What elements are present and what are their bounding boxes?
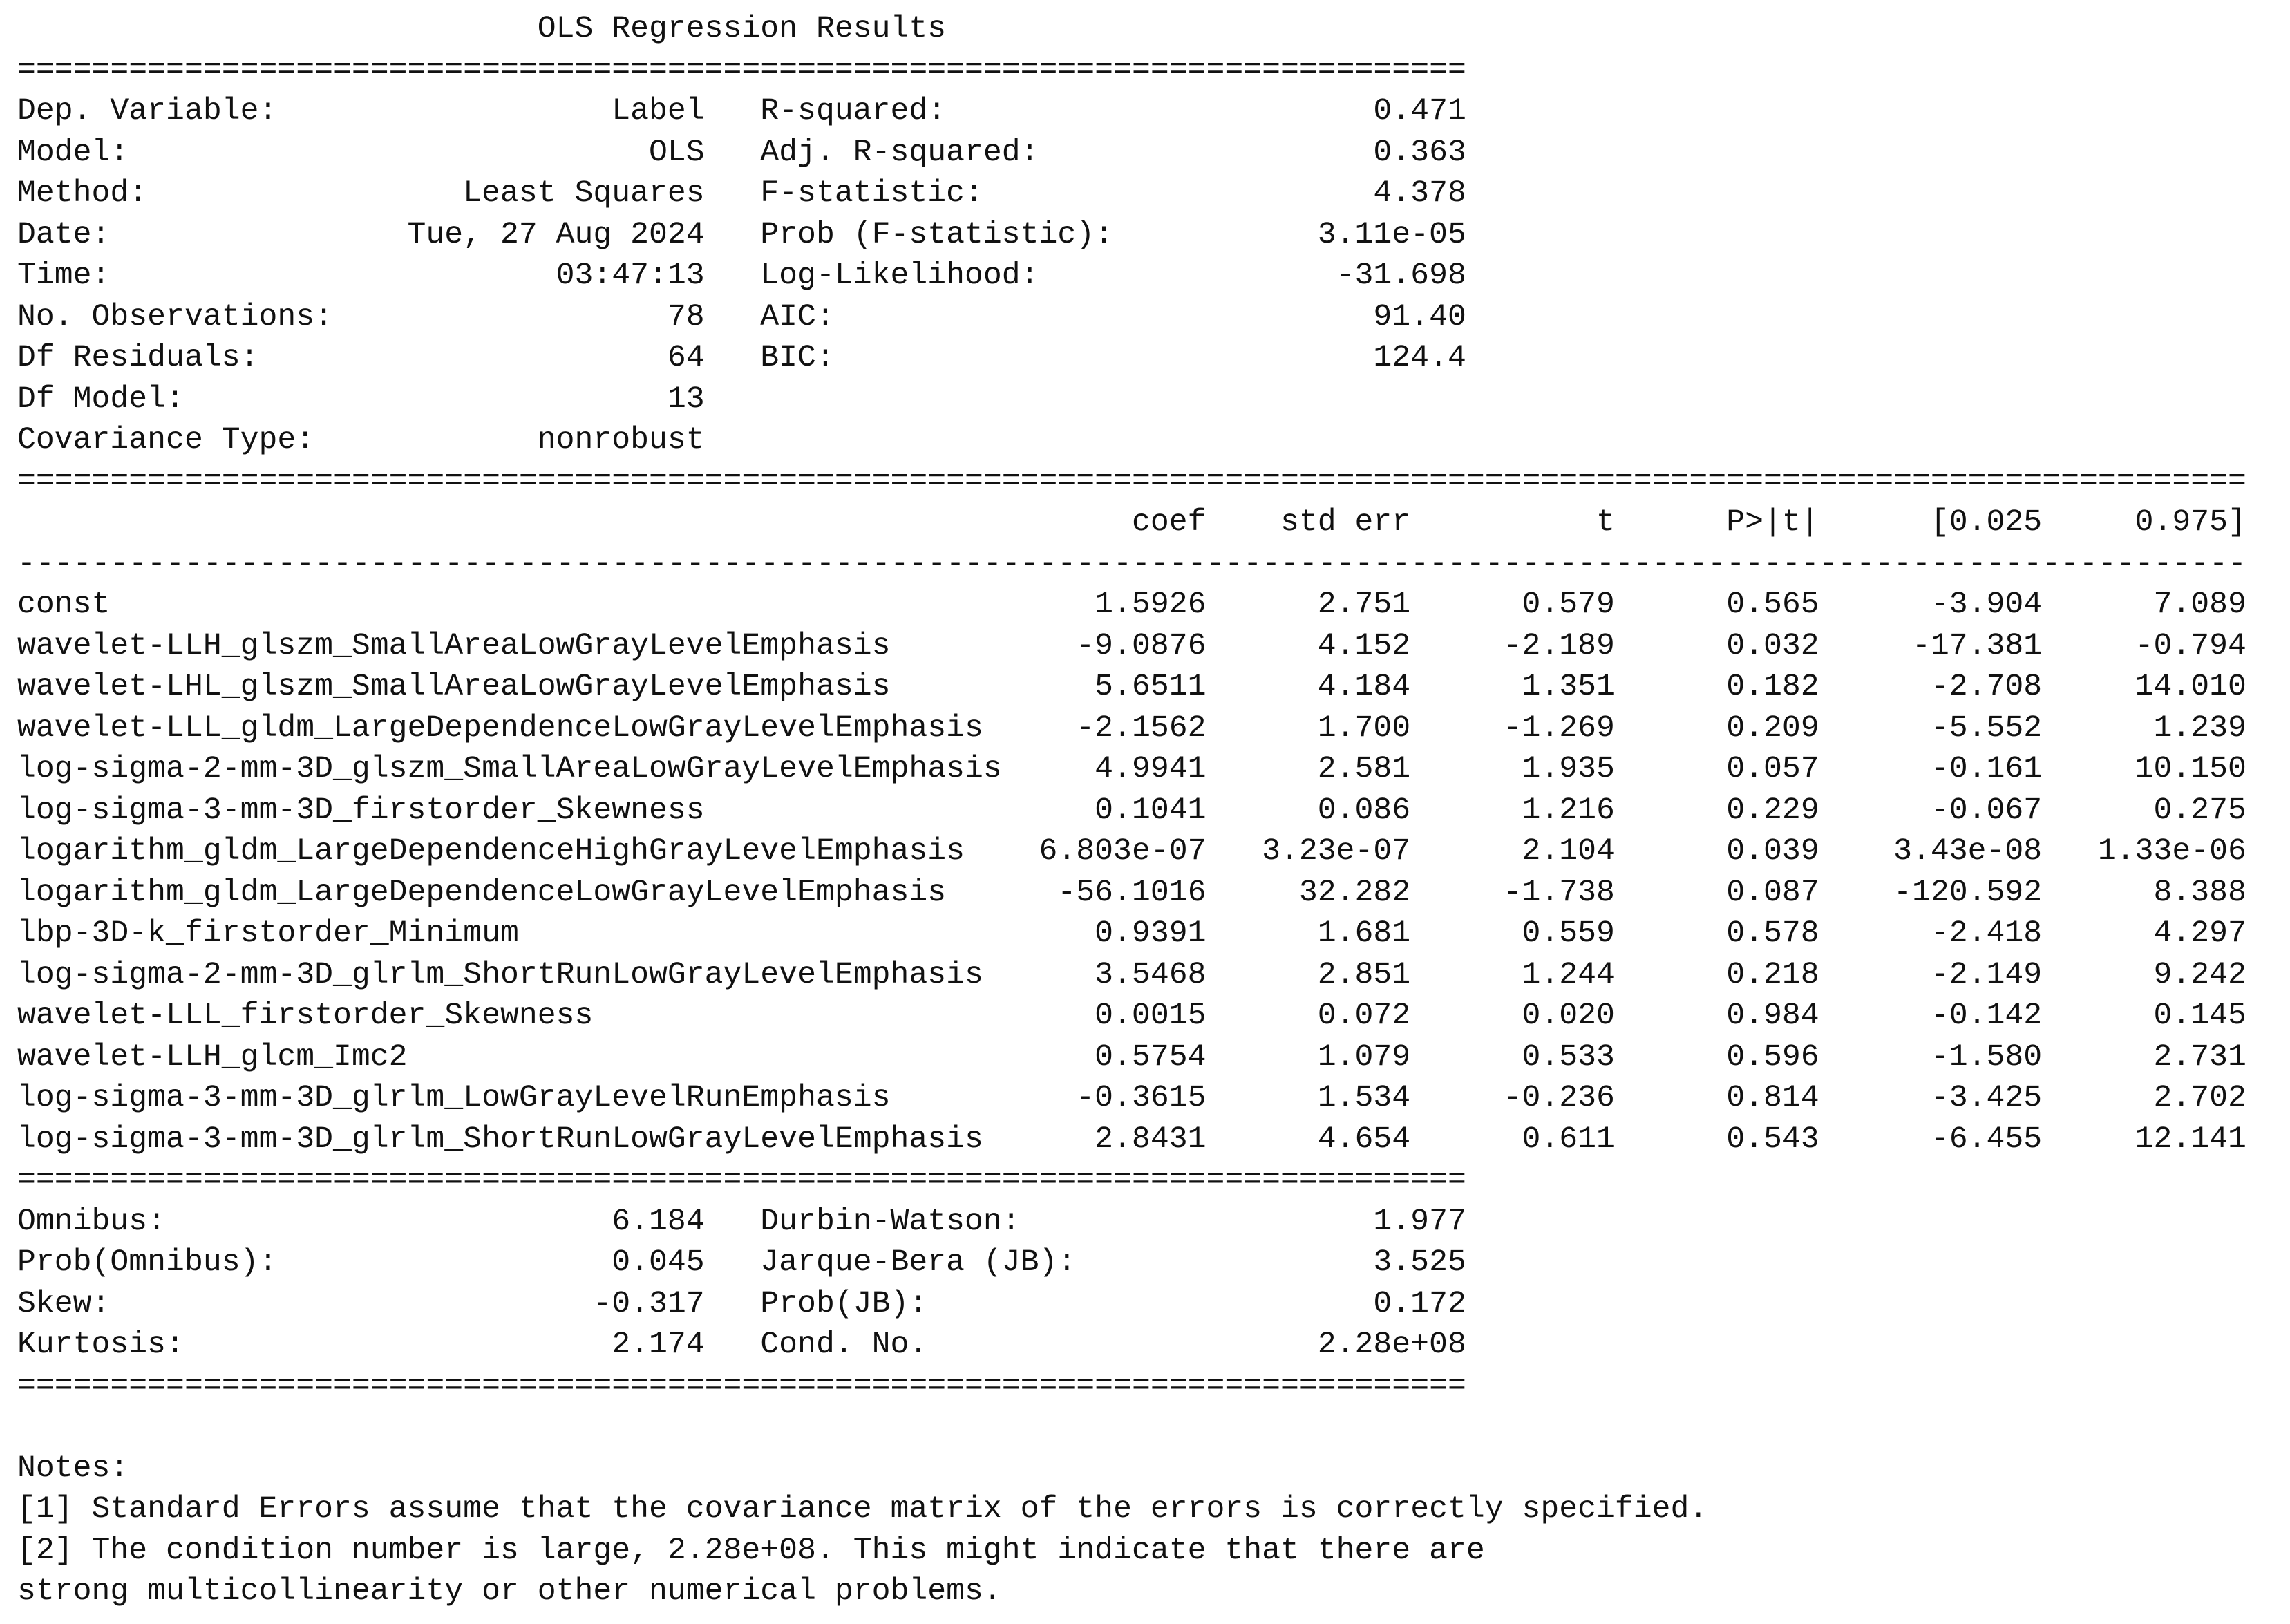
coef-value: -2.189 (1503, 628, 1615, 663)
info-value: 64 (667, 341, 705, 375)
diagnostic-row (17, 1325, 2290, 1366)
coef-value: 0.032 (1726, 628, 1819, 663)
coef-value: 0.596 (1726, 1039, 1819, 1075)
rule-text: ============================================================================== (17, 53, 1466, 88)
coef-value: 0.039 (1726, 834, 1819, 869)
coef-value: 9.242 (2153, 957, 2246, 992)
variable-name: log-sigma-3-mm-3D_glrlm_ShortRunLowGrayLevelEmphasis (17, 1122, 983, 1157)
stat-value: 0.471 (1373, 94, 1466, 129)
variable-name: wavelet-LLH_glcm_Imc2 (17, 1039, 408, 1075)
coef-value: -0.794 (2135, 628, 2246, 663)
variable-name: const (17, 587, 111, 622)
coef-value: 1.935 (1522, 752, 1615, 786)
info-value: Tue, 27 Aug 2024 (407, 217, 705, 252)
coef-value: -1.580 (1930, 1039, 2043, 1075)
note-text: [1] Standard Errors assume that the covariance matrix of the errors is correctly specified. (17, 1492, 1708, 1527)
stat-label: Adj. R-squared: (760, 135, 1039, 170)
rule-text: ======================================================================================================================== (17, 464, 2246, 499)
info-value: 13 (667, 381, 705, 417)
coef-value: -2.1562 (1076, 710, 1206, 746)
blank-line (17, 1407, 2290, 1448)
diag-value: 0.172 (1373, 1286, 1466, 1321)
coef-value: 1.681 (1317, 916, 1411, 951)
stat-value: -31.698 (1336, 258, 1466, 293)
coef-value: 0.1041 (1095, 793, 1206, 828)
coef-value: 2.104 (1522, 834, 1615, 869)
coef-value: 0.218 (1726, 957, 1819, 992)
coef-row (17, 791, 2290, 832)
coef-value: -1.269 (1503, 710, 1615, 746)
coef-value: 0.533 (1522, 1039, 1615, 1075)
column-header: t (1596, 505, 1615, 540)
info-value: 03:47:13 (556, 258, 705, 293)
info-value: Least Squares (463, 176, 705, 211)
coef-value: 0.559 (1522, 916, 1615, 951)
title-line (17, 9, 2290, 50)
column-header: [0.025 (1930, 505, 2043, 540)
diagnostic-row (17, 1202, 2290, 1243)
notes-heading (17, 1448, 2290, 1490)
variable-name: log-sigma-3-mm-3D_glrlm_LowGrayLevelRunEmphasis (17, 1081, 891, 1115)
coef-row (17, 831, 2290, 873)
stat-label: Log-Likelihood: (760, 258, 1039, 293)
coef-value: 5.6511 (1095, 670, 1206, 704)
coef-row (17, 585, 2290, 626)
coef-value: 0.020 (1522, 999, 1615, 1033)
column-header: coef (1131, 505, 1206, 540)
model-info-row (17, 297, 2290, 339)
diag-value: -0.317 (593, 1286, 705, 1321)
coef-value: 1.5926 (1095, 587, 1206, 622)
variable-name: lbp-3D-k_firstorder_Minimum (17, 916, 519, 951)
info-label: Df Model: (17, 381, 184, 417)
info-label: Time: (17, 258, 111, 293)
coef-value: 12.141 (2135, 1122, 2246, 1157)
note-text: [2] The condition number is large, 2.28e+08. This might indicate that there are (17, 1533, 1485, 1568)
coef-row (17, 914, 2290, 955)
info-label: Date: (17, 217, 111, 252)
coef-value: 0.611 (1522, 1122, 1615, 1157)
coef-row (17, 749, 2290, 791)
coef-value: 10.150 (2135, 752, 2246, 786)
variable-name: log-sigma-2-mm-3D_glszm_SmallAreaLowGrayLevelEmphasis (17, 752, 1002, 786)
info-label: Dep. Variable: (17, 94, 278, 129)
coef-value: 4.654 (1317, 1122, 1411, 1157)
variable-name: log-sigma-2-mm-3D_glrlm_ShortRunLowGrayLevelEmphasis (17, 957, 983, 992)
diag-label: Skew: (17, 1286, 111, 1321)
diagnostic-row (17, 1243, 2290, 1284)
diag-label: Kurtosis: (17, 1328, 184, 1362)
variable-name: log-sigma-3-mm-3D_firstorder_Skewness (17, 793, 705, 828)
model-info-row (17, 173, 2290, 215)
coef-value: -1.738 (1503, 875, 1615, 910)
stat-label: F-statistic: (760, 176, 983, 211)
coef-row (17, 955, 2290, 997)
coef-value: 0.9391 (1095, 916, 1206, 951)
diag-label: Prob(Omnibus): (17, 1245, 278, 1280)
diag-value: 2.174 (612, 1328, 705, 1362)
model-info-row (17, 420, 2290, 462)
report-title: OLS Regression Results (537, 12, 947, 46)
coef-value: -2.418 (1930, 916, 2043, 951)
rule-text: ------------------------------------------------------------------------------------------------------------------------ (17, 546, 2246, 581)
coef-header-row (17, 502, 2290, 544)
variable-name: wavelet-LLH_glszm_SmallAreaLowGrayLevelEmphasis (17, 628, 891, 663)
coef-value: -0.161 (1930, 752, 2043, 786)
coef-value: 1.216 (1522, 793, 1615, 828)
stat-label: BIC: (760, 341, 835, 375)
coef-value: 0.5754 (1095, 1039, 1206, 1075)
note-line (17, 1571, 2290, 1613)
coef-value: 0.579 (1522, 587, 1615, 622)
single-rule (17, 544, 2290, 585)
coef-value: 0.578 (1726, 916, 1819, 951)
coef-value: 3.23e-07 (1262, 834, 1411, 869)
coef-value: 0.543 (1726, 1122, 1819, 1157)
info-label: Covariance Type: (17, 423, 315, 457)
coef-value: 2.581 (1317, 752, 1411, 786)
rule-text: ============================================================================== (17, 1163, 1466, 1198)
rule-text: ============================================================================== (17, 1368, 1466, 1404)
info-value: 78 (667, 299, 705, 334)
double-rule (17, 1366, 2290, 1408)
coef-row (17, 1037, 2290, 1079)
coef-value: -3.904 (1930, 587, 2043, 622)
coef-value: 1.534 (1317, 1081, 1411, 1115)
coef-value: 0.057 (1726, 752, 1819, 786)
coef-value: 1.33e-06 (2097, 834, 2246, 869)
coef-value: -0.142 (1930, 999, 2043, 1033)
coef-value: 0.087 (1726, 875, 1819, 910)
variable-name: logarithm_gldm_LargeDependenceHighGrayLevelEmphasis (17, 834, 965, 869)
coef-value: 4.297 (2153, 916, 2246, 951)
column-header: std err (1280, 505, 1411, 540)
info-label: Method: (17, 176, 148, 211)
column-header: 0.975] (2135, 505, 2246, 540)
stat-value: 0.363 (1373, 135, 1466, 170)
coef-value: 1.239 (2153, 710, 2246, 746)
diag-label: Cond. No. (760, 1328, 928, 1362)
note-line (17, 1489, 2290, 1531)
variable-name: wavelet-LLL_gldm_LargeDependenceLowGrayLevelEmphasis (17, 710, 983, 746)
column-header: P>|t| (1726, 505, 1819, 540)
model-info-row (17, 256, 2290, 297)
model-info-row (17, 215, 2290, 256)
coef-value: -17.381 (1912, 628, 2043, 663)
model-info-row (17, 338, 2290, 379)
variable-name: wavelet-LLL_firstorder_Skewness (17, 999, 594, 1033)
coef-value: -6.455 (1930, 1122, 2043, 1157)
coef-value: -2.708 (1930, 670, 2043, 704)
diag-value: 1.977 (1373, 1204, 1466, 1239)
diag-label: Prob(JB): (760, 1286, 928, 1321)
info-label: Df Residuals: (17, 341, 259, 375)
coef-value: -2.149 (1930, 957, 2043, 992)
coef-value: 0.182 (1726, 670, 1819, 704)
model-info-row (17, 91, 2290, 133)
coef-value: 6.803e-07 (1039, 834, 1206, 869)
coef-row (17, 873, 2290, 914)
variable-name: logarithm_gldm_LargeDependenceLowGrayLevelEmphasis (17, 875, 947, 910)
coef-value: 0.275 (2153, 793, 2246, 828)
diag-value: 6.184 (612, 1204, 705, 1239)
model-info-row (17, 379, 2290, 421)
diag-label: Jarque-Bera (JB): (760, 1245, 1077, 1280)
variable-name: wavelet-LHL_glszm_SmallAreaLowGrayLevelEmphasis (17, 670, 891, 704)
coef-value: 1.700 (1317, 710, 1411, 746)
coef-row (17, 667, 2290, 708)
diag-value: 0.045 (612, 1245, 705, 1280)
stat-label: AIC: (760, 299, 835, 334)
diag-label: Omnibus: (17, 1204, 167, 1239)
coef-value: 2.8431 (1095, 1122, 1206, 1157)
stat-label: Prob (F-statistic): (760, 217, 1114, 252)
coef-value: -9.0876 (1076, 628, 1206, 663)
stat-value: 4.378 (1373, 176, 1466, 211)
coef-value: 2.751 (1317, 587, 1411, 622)
coef-value: 3.43e-08 (1893, 834, 2043, 869)
coef-value: 0.209 (1726, 710, 1819, 746)
coef-value: -0.236 (1503, 1081, 1615, 1115)
diagnostic-row (17, 1284, 2290, 1325)
diag-label: Durbin-Watson: (760, 1204, 1021, 1239)
info-value: Label (612, 94, 705, 129)
coef-value: 2.702 (2153, 1081, 2246, 1115)
note-line (17, 1531, 2290, 1572)
coef-value: 0.565 (1726, 587, 1819, 622)
coef-value: 0.814 (1726, 1081, 1819, 1115)
note-text: strong multicollinearity or other numerical problems. (17, 1574, 1002, 1609)
coef-value: 1.079 (1317, 1039, 1411, 1075)
coef-value: 14.010 (2135, 670, 2246, 704)
coef-value: 2.851 (1317, 957, 1411, 992)
coef-value: -56.1016 (1057, 875, 1206, 910)
coef-value: 32.282 (1298, 875, 1411, 910)
stat-value: 91.40 (1373, 299, 1466, 334)
ols-summary (17, 9, 2290, 1613)
info-value: OLS (649, 135, 705, 170)
coef-row (17, 626, 2290, 668)
coef-value: 1.351 (1522, 670, 1615, 704)
double-rule (17, 462, 2290, 503)
coef-value: 0.072 (1317, 999, 1411, 1033)
coef-value: 3.5468 (1095, 957, 1206, 992)
coef-value: 4.9941 (1095, 752, 1206, 786)
coef-value: 0.229 (1726, 793, 1819, 828)
coef-value: 1.244 (1522, 957, 1615, 992)
coef-value: 7.089 (2153, 587, 2246, 622)
coef-value: 2.731 (2153, 1039, 2246, 1075)
coef-value: 0.145 (2153, 999, 2246, 1033)
coef-value: -120.592 (1893, 875, 2043, 910)
model-info-row (17, 133, 2290, 174)
double-rule (17, 1160, 2290, 1202)
coef-value: 4.152 (1317, 628, 1411, 663)
diag-value: 2.28e+08 (1317, 1328, 1466, 1362)
coef-value: -0.3615 (1076, 1081, 1206, 1115)
coef-value: -3.425 (1930, 1081, 2043, 1115)
notes-heading-text: Notes: (17, 1451, 129, 1486)
coef-row (17, 1078, 2290, 1120)
stat-label: R-squared: (760, 94, 947, 129)
coef-value: -5.552 (1930, 710, 2043, 746)
coef-row (17, 1120, 2290, 1161)
coef-value: 0.086 (1317, 793, 1411, 828)
coef-value: 8.388 (2153, 875, 2246, 910)
info-value: nonrobust (537, 423, 705, 457)
coef-value: -0.067 (1930, 793, 2043, 828)
info-label: No. Observations: (17, 299, 334, 334)
info-label: Model: (17, 135, 129, 170)
coef-row (17, 996, 2290, 1037)
coef-row (17, 708, 2290, 750)
stat-value: 124.4 (1373, 341, 1466, 375)
double-rule (17, 50, 2290, 92)
coef-value: 0.0015 (1095, 999, 1206, 1033)
stat-value: 3.11e-05 (1317, 217, 1466, 252)
coef-value: 4.184 (1317, 670, 1411, 704)
coef-value: 0.984 (1726, 999, 1819, 1033)
diag-value: 3.525 (1373, 1245, 1466, 1280)
